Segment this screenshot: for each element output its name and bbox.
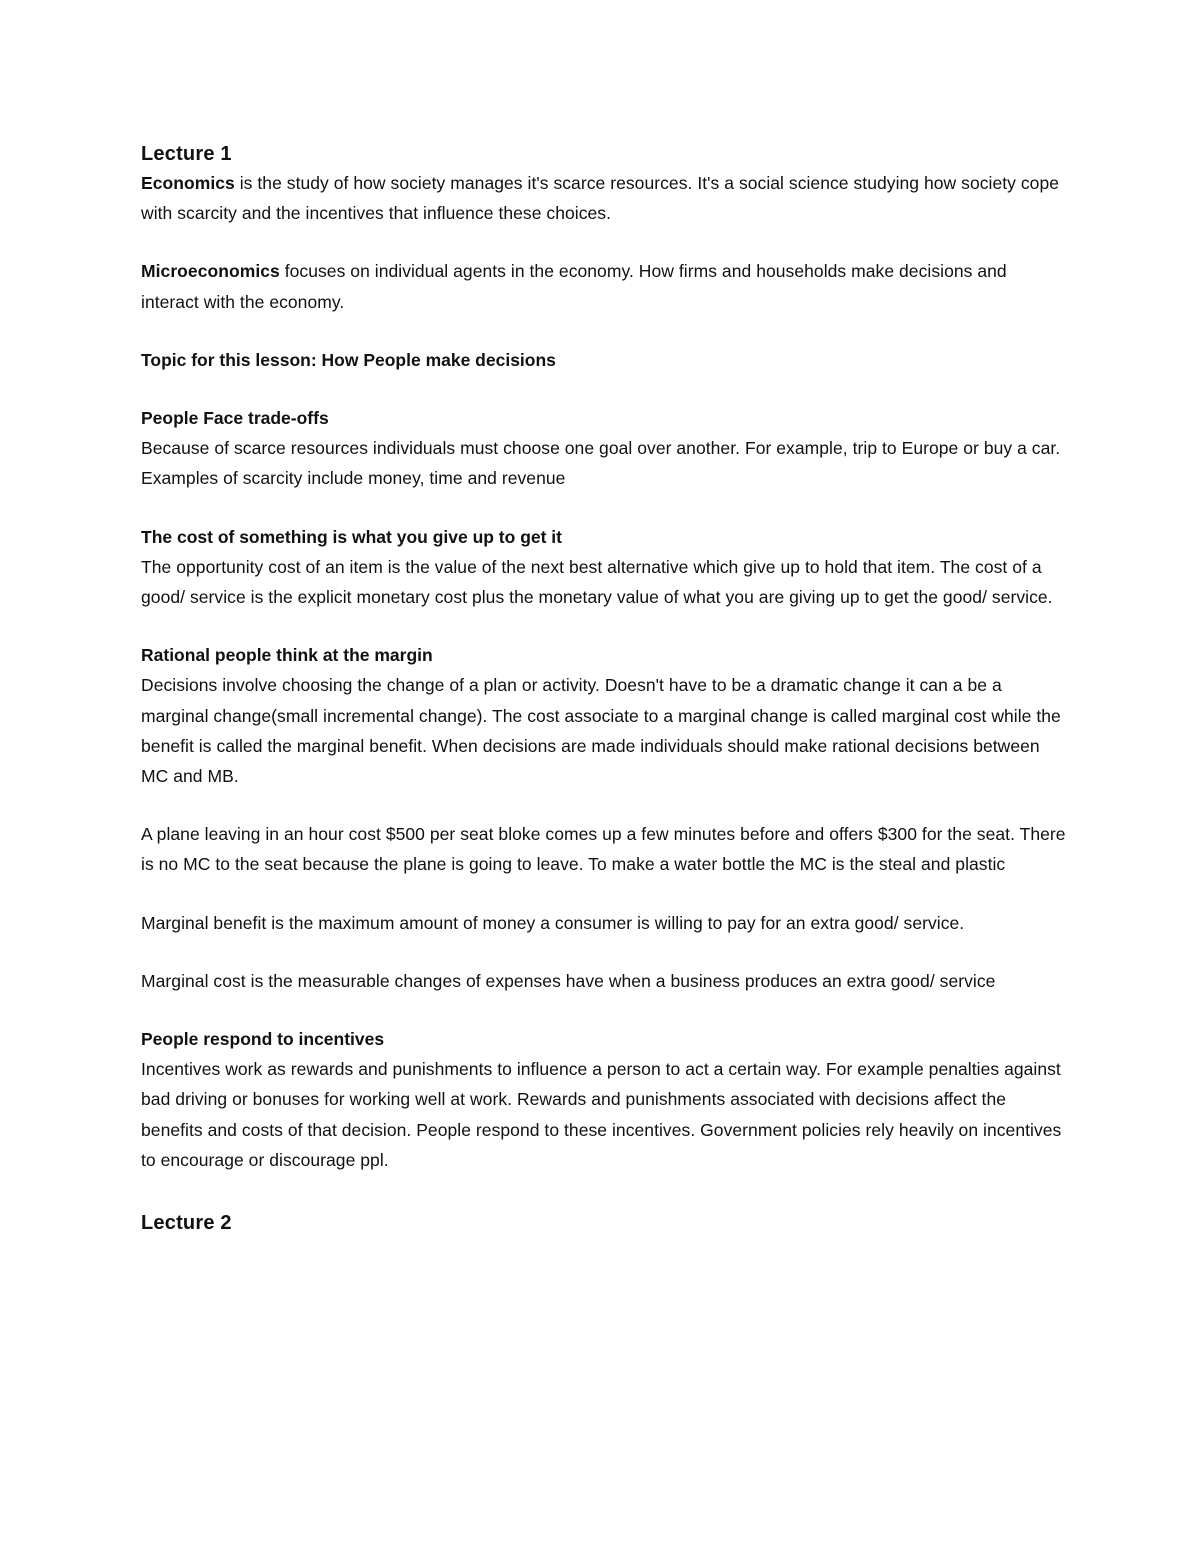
microeconomics-text: focuses on individual agents in the economy. How firms and households make decisions and interact with the economy. <box>141 261 1007 312</box>
opportunity-cost-paragraph: The opportunity cost of an item is the value of the next best alternative which give up to hold that item. The cost of a good/ service is the explicit monetary cost plus the monetary value of what you are giving up to get the good/ service. <box>141 556 1053 608</box>
trade-offs-heading: People Face trade-offs <box>141 408 329 429</box>
marginal-benefit-paragraph: Marginal benefit is the maximum amount of money a consumer is willing to pay for an extra good/ service. <box>141 912 965 933</box>
lesson-topic-heading: Topic for this lesson: How People make decisions <box>141 349 556 370</box>
document-page <box>141 140 1066 1237</box>
lecture-2-heading: Lecture 2 <box>141 1212 232 1235</box>
microeconomics-definition <box>141 256 1066 316</box>
economics-text: is the study of how society manages it's scarce resources. It's a social science studying how society cope with scarcity and the incentives that influence these choices. <box>141 173 1060 224</box>
microeconomics-term: Microeconomics <box>141 261 280 282</box>
margin-heading: Rational people think at the margin <box>141 645 433 666</box>
trade-offs-paragraph: Because of scarce resources individuals must choose one goal over another. For example, trip to Europe or buy a car. Examples of scarcity include money, time and revenue <box>141 438 1061 489</box>
plane-example-paragraph: A plane leaving in an hour cost $500 per seat bloke comes up a few minutes before and offers $300 for the seat. There is no MC to the seat because the plane is going to leave. To make a water bottle the MC is the steal and plastic <box>141 824 1066 875</box>
economics-term: Economics <box>141 173 235 193</box>
incentives-heading: People respond to incentives <box>141 1029 385 1050</box>
incentives-paragraph: Incentives work as rewards and punishments to influence a person to act a certain way. For example penalties against bad driving or bonuses for working well at work. Rewards and punishments associated with decisions affect the benefits and costs of that decision. People respond to these incentives. Government policies rely heavily on incentives to encourage or discourage ppl. <box>141 1059 1062 1170</box>
margin-paragraph: Decisions involve choosing the change of a plan or activity. Doesn't have to be a dramatic change it can a be a marginal change(small incremental change). The cost associate to a marginal change is called marginal cost while the benefit is called the marginal benefit. When decisions are made individuals should make rational decisions between MC and MB. <box>141 675 1061 787</box>
opportunity-cost-heading: The cost of something is what you give up to get it <box>141 526 562 547</box>
economics-definition <box>141 168 1066 228</box>
lecture-1-heading: Lecture 1 <box>141 143 232 165</box>
marginal-cost-paragraph: Marginal cost is the measurable changes of expenses have when a business produces an extra good/ service <box>141 970 996 991</box>
